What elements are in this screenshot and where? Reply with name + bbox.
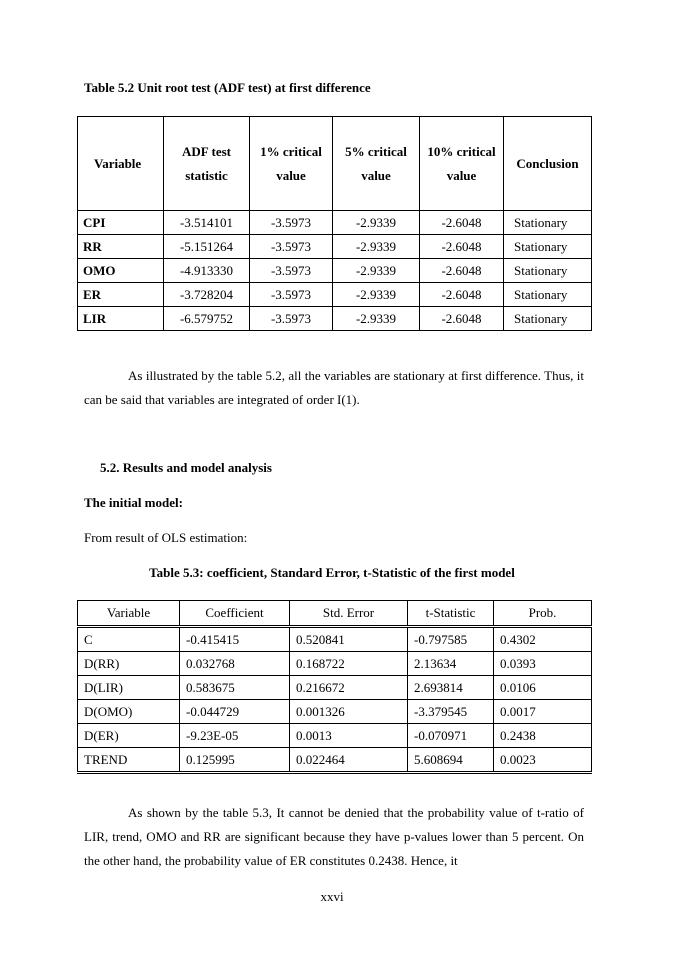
table-header-row [78, 601, 592, 627]
cell-coefficient: 0.125995 [180, 748, 290, 773]
paragraph-significance: As shown by the table 5.3, It cannot be denied that the probability value of t-ratio of LIR, trend, OMO and RR are significant because they have p-values lower than 5 percent. On the other hand, the probability value of ER constitutes 0.2438. Hence, it [84, 805, 584, 868]
cell-std-error: 0.022464 [290, 748, 408, 773]
table-row [78, 627, 592, 652]
col-header-coefficient: Coefficient [180, 601, 290, 627]
table-header-row [78, 117, 592, 211]
table-row [78, 748, 592, 773]
col-header-t-statistic: t-Statistic [408, 601, 494, 627]
cell-t-statistic: 2.13634 [408, 652, 494, 676]
paragraph-stationarity: As illustrated by the table 5.2, all the variables are stationary at first difference. Thus, it can be said that variables are integrated of order I(1). [84, 368, 584, 407]
table-row [78, 676, 592, 700]
cell-variable: TREND [78, 748, 180, 773]
cell-adf: -4.913330 [164, 259, 250, 283]
cell-coefficient: -0.044729 [180, 700, 290, 724]
cell-1pct: -3.5973 [250, 259, 333, 283]
cell-t-statistic: 2.693814 [408, 676, 494, 700]
col-header-variable: Variable [78, 117, 164, 211]
table-5-3-caption: Table 5.3: coefficient, Standard Error, t-Statistic of the first model [149, 565, 515, 580]
cell-prob: 0.0393 [494, 652, 592, 676]
cell-variable: D(LIR) [78, 676, 180, 700]
cell-std-error: 0.001326 [290, 700, 408, 724]
cell-variable: RR [78, 235, 164, 259]
cell-5pct: -2.9339 [333, 283, 420, 307]
table-row [78, 283, 592, 307]
cell-10pct: -2.6048 [420, 235, 504, 259]
section-heading: 5.2. Results and model analysis [100, 460, 272, 475]
cell-std-error: 0.520841 [290, 627, 408, 652]
cell-prob: 0.0017 [494, 700, 592, 724]
cell-10pct: -2.6048 [420, 307, 504, 331]
cell-t-statistic: -3.379545 [408, 700, 494, 724]
cell-1pct: -3.5973 [250, 307, 333, 331]
cell-1pct: -3.5973 [250, 211, 333, 235]
table-5-2-caption: Table 5.2 Unit root test (ADF test) at first difference [84, 80, 371, 95]
cell-std-error: 0.168722 [290, 652, 408, 676]
col-header-prob: Prob. [494, 601, 592, 627]
cell-variable: D(ER) [78, 724, 180, 748]
col-header-adf-stat: ADF test statistic [164, 117, 250, 211]
cell-variable: OMO [78, 259, 164, 283]
cell-5pct: -2.9339 [333, 259, 420, 283]
page-number: xxvi [320, 889, 344, 904]
col-header-variable: Variable [78, 601, 180, 627]
cell-coefficient: -0.415415 [180, 627, 290, 652]
cell-variable: ER [78, 283, 164, 307]
col-header-conclusion: Conclusion [504, 117, 592, 211]
cell-conclusion: Stationary [504, 211, 592, 235]
cell-t-statistic: -0.797585 [408, 627, 494, 652]
table-row [78, 307, 592, 331]
cell-10pct: -2.6048 [420, 283, 504, 307]
cell-conclusion: Stationary [504, 283, 592, 307]
cell-adf: -6.579752 [164, 307, 250, 331]
cell-variable: LIR [78, 307, 164, 331]
cell-coefficient: 0.583675 [180, 676, 290, 700]
table-row [78, 652, 592, 676]
table-row [78, 235, 592, 259]
cell-adf: -5.151264 [164, 235, 250, 259]
cell-5pct: -2.9339 [333, 307, 420, 331]
table-row [78, 211, 592, 235]
cell-variable: D(OMO) [78, 700, 180, 724]
cell-t-statistic: 5.608694 [408, 748, 494, 773]
col-header-std-error: Std. Error [290, 601, 408, 627]
cell-conclusion: Stationary [504, 259, 592, 283]
table-row [78, 724, 592, 748]
cell-5pct: -2.9339 [333, 211, 420, 235]
cell-std-error: 0.216672 [290, 676, 408, 700]
adf-test-table [77, 116, 592, 331]
cell-std-error: 0.0013 [290, 724, 408, 748]
cell-adf: -3.728204 [164, 283, 250, 307]
cell-prob: 0.4302 [494, 627, 592, 652]
cell-conclusion: Stationary [504, 235, 592, 259]
table-row [78, 700, 592, 724]
cell-coefficient: 0.032768 [180, 652, 290, 676]
cell-variable: CPI [78, 211, 164, 235]
cell-prob: 0.0023 [494, 748, 592, 773]
cell-1pct: -3.5973 [250, 235, 333, 259]
cell-t-statistic: -0.070971 [408, 724, 494, 748]
cell-prob: 0.2438 [494, 724, 592, 748]
col-header-1pct: 1% critical value [250, 117, 333, 211]
col-header-5pct: 5% critical value [333, 117, 420, 211]
cell-1pct: -3.5973 [250, 283, 333, 307]
ols-results-table [77, 600, 592, 774]
cell-coefficient: -9.23E-05 [180, 724, 290, 748]
col-header-10pct: 10% critical value [420, 117, 504, 211]
table-row [78, 259, 592, 283]
cell-conclusion: Stationary [504, 307, 592, 331]
cell-5pct: -2.9339 [333, 235, 420, 259]
cell-adf: -3.514101 [164, 211, 250, 235]
cell-prob: 0.0106 [494, 676, 592, 700]
subheading-initial-model: The initial model: [84, 495, 183, 510]
cell-variable: D(RR) [78, 652, 180, 676]
cell-10pct: -2.6048 [420, 259, 504, 283]
cell-10pct: -2.6048 [420, 211, 504, 235]
cell-variable: C [78, 627, 180, 652]
ols-intro-line: From result of OLS estimation: [84, 530, 248, 545]
